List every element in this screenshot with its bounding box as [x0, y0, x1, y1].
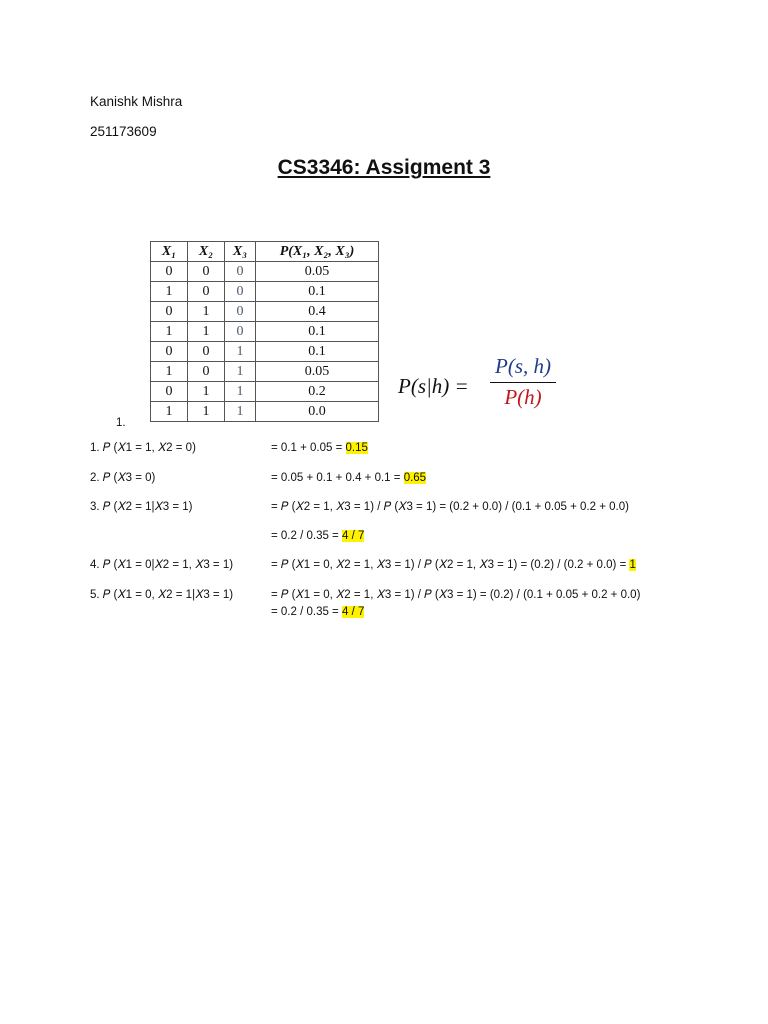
answer-text: = 0.2 / 0.35 = — [271, 530, 342, 542]
table-cell: 1 — [225, 382, 256, 402]
table-cell: 0.0 — [256, 402, 379, 422]
question-label: 4. 𝑃 (𝑋1 = 0|𝑋2 = 1, 𝑋3 = 1) — [90, 559, 234, 571]
highlighted-result: 4 / 7 — [341, 530, 365, 542]
answer-line — [271, 501, 629, 514]
table-cell: 1 — [151, 402, 188, 422]
table-cell: 0.05 — [256, 362, 379, 382]
table-header-row — [151, 242, 379, 262]
author-name: Kanishk Mishra — [90, 94, 183, 109]
table-cell: 0.1 — [256, 342, 379, 362]
highlighted-result: 1 — [629, 559, 636, 571]
table-row — [151, 262, 379, 282]
table-cell: 1 — [225, 402, 256, 422]
formula-fraction — [490, 354, 556, 410]
table-cell: 1 — [151, 322, 188, 342]
answer-line — [271, 559, 636, 572]
student-id: 251173609 — [90, 124, 157, 139]
answer-text: = 0.05 + 0.1 + 0.4 + 0.1 = — [271, 472, 404, 484]
table-cell: 0 — [225, 322, 256, 342]
table-cell: 0 — [151, 382, 188, 402]
page-title: CS3346: Assigment 3 — [277, 156, 491, 179]
table-cell: 1 — [188, 322, 225, 342]
table-cell: 0.2 — [256, 382, 379, 402]
table-cell: 0 — [151, 302, 188, 322]
table-cell: 0 — [225, 282, 256, 302]
highlighted-result: 4 / 7 — [341, 606, 365, 618]
table-row — [151, 382, 379, 402]
header-probability: P(X₁, X₂, X₃) — [256, 242, 379, 262]
table-cell: 0.1 — [256, 282, 379, 302]
table-cell: 1 — [151, 282, 188, 302]
table-cell: 0 — [151, 342, 188, 362]
question-label: 1. 𝑃 (𝑋1 = 1, 𝑋2 = 0) — [90, 442, 196, 454]
formula-lhs: P(s|h) = — [398, 374, 469, 398]
table-cell: 1 — [225, 362, 256, 382]
table-cell: 0 — [188, 262, 225, 282]
fraction-bar — [490, 382, 556, 383]
table-cell: 1 — [188, 302, 225, 322]
answer-text: = 𝑃 (𝑋1 = 0, 𝑋2 = 1, 𝑋3 = 1) / 𝑃 (𝑋2 = 1, 𝑋3 = 1) = (0.2) / (0.2 + 0.0) = — [271, 559, 630, 571]
answer-text: = 0.1 + 0.05 = — [271, 442, 346, 454]
table-cell: 1 — [151, 362, 188, 382]
answer-line — [271, 442, 368, 454]
table-cell: 0.4 — [256, 302, 379, 322]
header-x2: X₂ — [188, 242, 225, 262]
table-cell: 1 — [188, 402, 225, 422]
question-label: 5. 𝑃 (𝑋1 = 0, 𝑋2 = 1|𝑋3 = 1) — [90, 589, 234, 601]
table-cell: 0 — [188, 342, 225, 362]
list-marker: 1. — [116, 417, 126, 429]
highlighted-result: 0.65 — [403, 472, 427, 484]
table-row — [151, 282, 379, 302]
table-row — [151, 362, 379, 382]
answer-line — [271, 606, 364, 618]
question-label: 2. 𝑃 (𝑋3 = 0) — [90, 472, 156, 484]
table-row — [151, 402, 379, 422]
table-cell: 0.05 — [256, 262, 379, 282]
table-cell: 0 — [188, 362, 225, 382]
table-row — [151, 322, 379, 342]
answer-text: = 𝑃 (𝑋2 = 1, 𝑋3 = 1) / 𝑃 (𝑋3 = 1) = (0.2 + 0.0) / (0.1 + 0.05 + 0.2 + 0.0) — [271, 501, 629, 513]
answer-line — [271, 589, 640, 602]
header-x3: X₃ — [225, 242, 256, 262]
table-cell: 1 — [188, 382, 225, 402]
answer-text: = 𝑃 (𝑋1 = 0, 𝑋2 = 1, 𝑋3 = 1) / 𝑃 (𝑋3 = 1) = (0.2) / (0.1 + 0.05 + 0.2 + 0.0) — [271, 589, 641, 601]
table-cell: 0 — [225, 302, 256, 322]
answer-line — [271, 530, 364, 542]
header-x1: X₁ — [151, 242, 188, 262]
table-cell: 0 — [151, 262, 188, 282]
table-row — [151, 302, 379, 322]
table-cell: 0 — [188, 282, 225, 302]
table-cell: 1 — [225, 342, 256, 362]
probability-table — [150, 241, 379, 422]
formula-numerator: P(s, h) — [495, 354, 551, 378]
table-cell: 0 — [225, 262, 256, 282]
highlighted-result: 0.15 — [345, 442, 368, 454]
answer-text: = 0.2 / 0.35 = — [271, 606, 342, 618]
answer-line — [271, 472, 426, 484]
formula-denominator: P(h) — [504, 385, 542, 409]
table-cell: 0.1 — [256, 322, 379, 342]
question-label: 3. 𝑃 (𝑋2 = 1|𝑋3 = 1) — [90, 501, 193, 513]
table-row — [151, 342, 379, 362]
